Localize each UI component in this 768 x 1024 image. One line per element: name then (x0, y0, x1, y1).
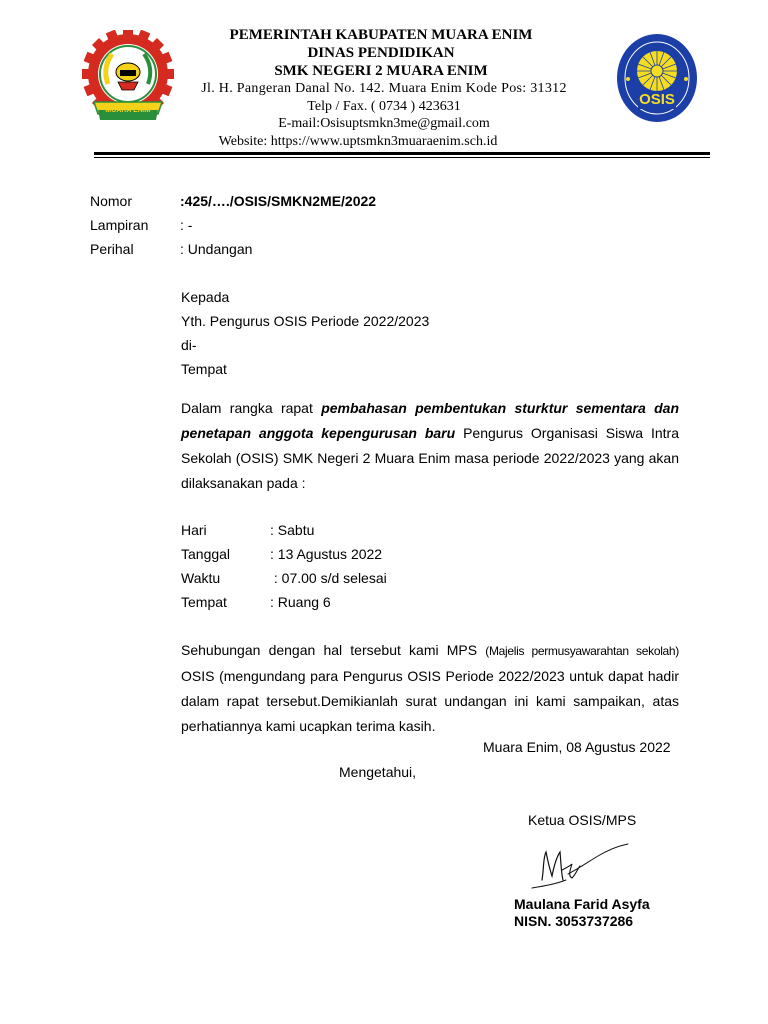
intro-post: Pengurus Organisasi Siswa Intra Sekolah (OSIS) SMK Negeri 2 Muara Enim masa periode 2022/2023 yang akan dilaksanakan pada : (181, 425, 679, 491)
header-department: DINAS PENDIDIKAN (307, 45, 455, 61)
schedule-value-waktu: : 07.00 s/d selesai (270, 570, 387, 586)
osis-emblem-text: OSIS (639, 91, 675, 108)
closing-pre: Sehubungan dengan hal tersebut kami MPS (181, 642, 486, 658)
school-emblem-text: MUARA ENIM (105, 107, 151, 114)
letterhead-divider-thick (94, 152, 710, 155)
letterhead-divider-thin (94, 157, 710, 158)
closing-paragraph (181, 638, 679, 739)
intro-pre: Dalam rangka rapat (181, 400, 322, 416)
signer-name: Maulana Farid Asyfa (514, 896, 650, 912)
recipient-di: di- (181, 337, 197, 353)
header-address: Jl. H. Pangeran Danal No. 142. Muara Enim Kode Pos: 31312 (201, 81, 567, 96)
nomor-label: Nomor (90, 193, 133, 209)
lampiran-value: : - (180, 217, 193, 233)
perihal-label: Perihal (90, 241, 134, 257)
acknowledge-label: Mengetahui, (339, 764, 417, 780)
closing-post: OSIS (mengundang para Pengurus OSIS Periode 2022/2023 untuk dapat hadir dalam rapat tersebut.Demikianlah surat undangan ini kami sampaikan, atas perhatiannya kami ucapkan terima kasih. (181, 668, 679, 734)
recipient-kepada: Kepada (181, 289, 230, 305)
handwritten-signature (526, 840, 636, 894)
schedule-value-hari: : Sabtu (270, 522, 315, 538)
place-date: Muara Enim, 08 Agustus 2022 (483, 739, 671, 755)
signer-nisn: NISN. 3053737286 (514, 913, 634, 929)
intro-paragraph (181, 396, 679, 496)
closing-small: (Majelis permusyawarahtan sekolah) (485, 644, 680, 658)
header-website: Website: https://www.uptsmkn3muaraenim.sch.id (218, 134, 498, 149)
recipient-tempat: Tempat (181, 361, 227, 377)
lampiran-label: Lampiran (90, 217, 149, 233)
schedule-value-tanggal: : 13 Agustus 2022 (270, 546, 383, 562)
header-email: E-mail:Osisuptsmkn3me@gmail.com (278, 116, 490, 131)
header-phone: Telp / Fax. ( 0734 ) 423631 (307, 99, 461, 114)
schedule-label-waktu: Waktu (181, 570, 221, 586)
signer-title: Ketua OSIS/MPS (528, 812, 637, 828)
intro-bold: pembahasan pembentukan sturktur sementara dan penetapan anggota kepengurusan baru (181, 400, 679, 441)
header-school-name: SMK NEGERI 2 MUARA ENIM (274, 63, 488, 79)
schedule-label-tanggal: Tanggal (181, 546, 231, 562)
perihal-value: : Undangan (180, 241, 253, 257)
recipient-name: Yth. Pengurus OSIS Periode 2022/2023 (181, 313, 430, 329)
nomor-value: :425/…./OSIS/SMKN2ME/2022 (180, 193, 377, 209)
header-government: PEMERINTAH KABUPATEN MUARA ENIM (229, 27, 533, 43)
schedule-label-hari: Hari (181, 522, 207, 538)
schedule-value-tempat: : Ruang 6 (270, 594, 331, 610)
schedule-label-tempat: Tempat (181, 594, 227, 610)
